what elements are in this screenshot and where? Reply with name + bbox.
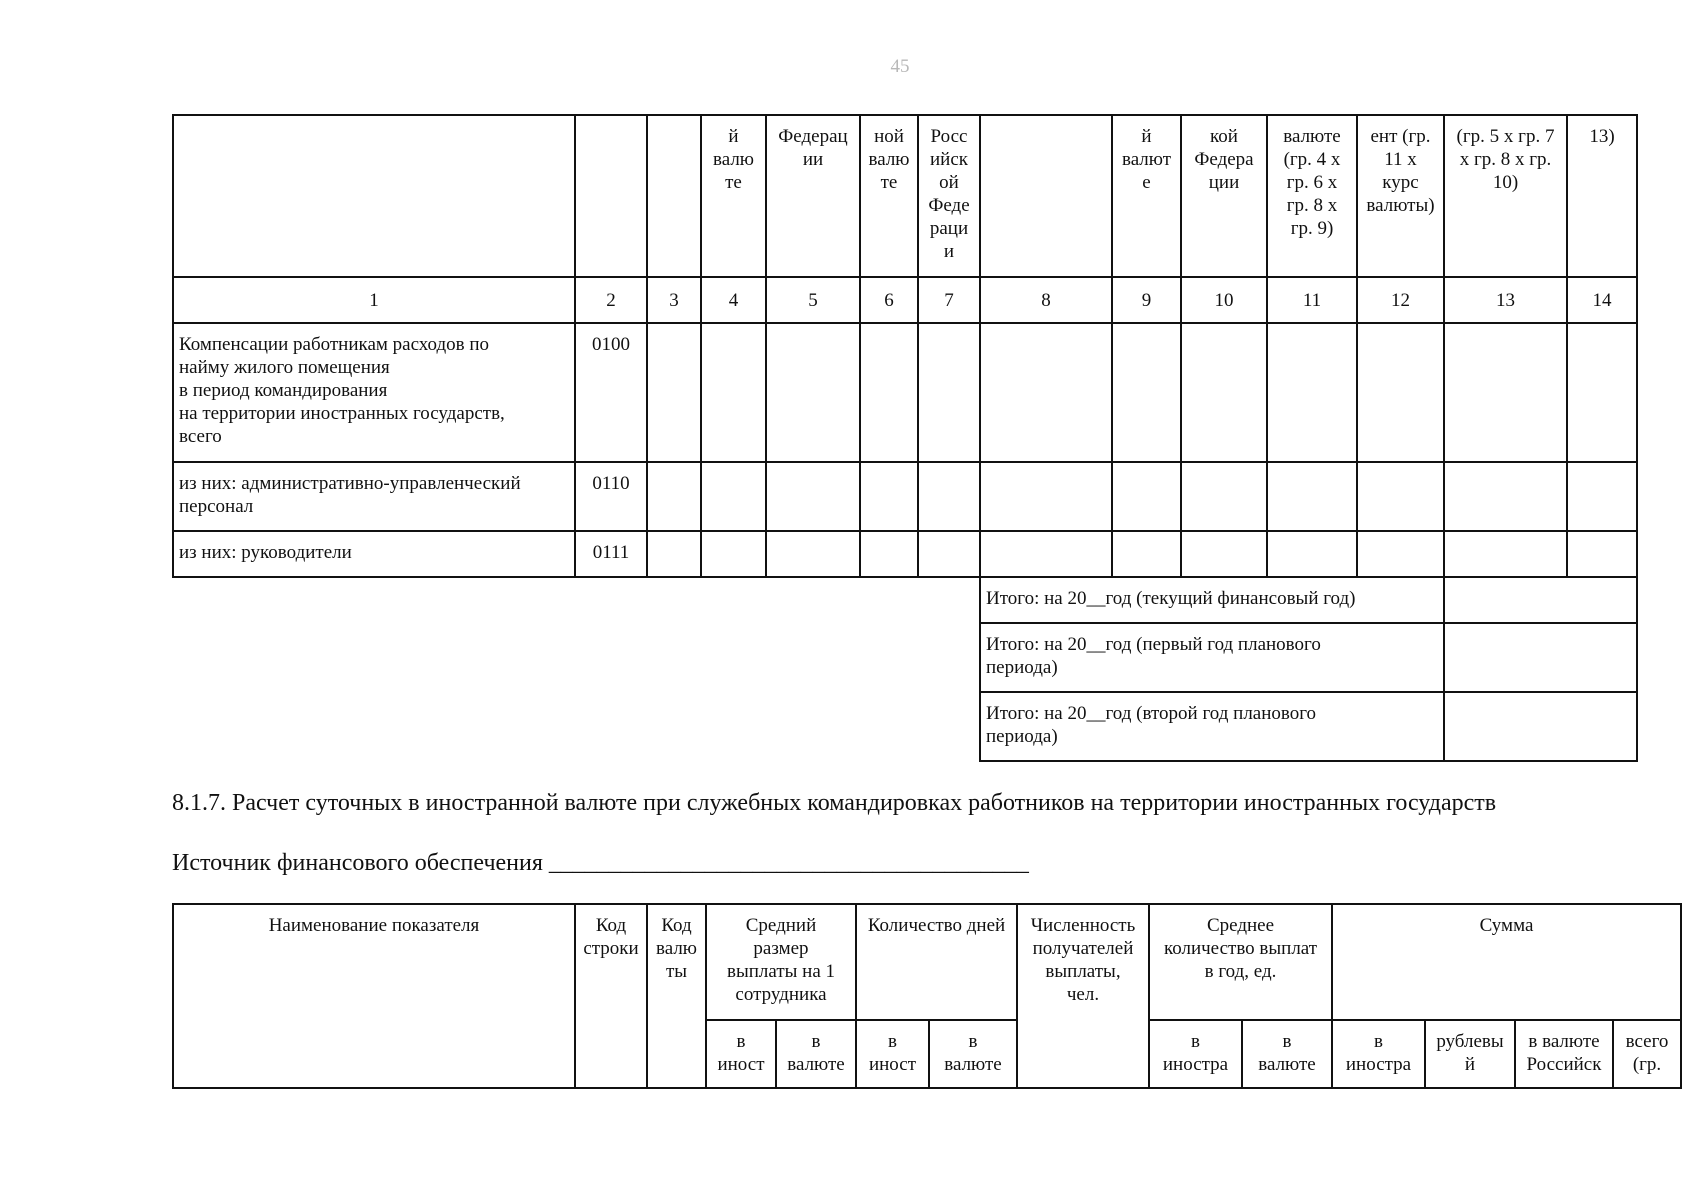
row-value-cell	[766, 531, 860, 577]
row-value-cell	[860, 531, 918, 577]
subheader-sum-foreign: в иностра	[1332, 1020, 1425, 1088]
column-number-1: 1	[173, 277, 575, 323]
row-value-cell	[1181, 323, 1267, 462]
subheader-count-foreign: в иностра	[1149, 1020, 1242, 1088]
page-number: 45	[890, 56, 910, 77]
row-value-cell	[860, 462, 918, 531]
row-value-cell	[1567, 323, 1637, 462]
row-value-cell	[980, 323, 1112, 462]
column-number-3: 3	[647, 277, 701, 323]
table-row	[173, 531, 1637, 577]
column-number-4: 4	[701, 277, 766, 323]
column-number-6: 6	[860, 277, 918, 323]
row-value-cell	[701, 462, 766, 531]
header-cell-6: ной валю те	[860, 115, 918, 277]
header-cell-7: Росс ийск ой Феде раци и	[918, 115, 980, 277]
header-cell-11: валюте (гр. 4 х гр. 6 х гр. 8 х гр. 9)	[1267, 115, 1357, 277]
header-cell-14: 13)	[1567, 115, 1637, 277]
subheader-avg-foreign: в иност	[706, 1020, 776, 1088]
section-title: 8.1.7. Расчет суточных в иностранной валюте при служебных командировках работников на территории иностранных государств	[172, 790, 1497, 816]
header-cell-2	[575, 115, 647, 277]
subheader-sum-total: всего (гр.	[1613, 1020, 1681, 1088]
header-cell-4: й валю те	[701, 115, 766, 277]
row-value-cell	[918, 323, 980, 462]
column-number-5: 5	[766, 277, 860, 323]
header-cell-12: ент (гр. 11 х курс валюты)	[1357, 115, 1444, 277]
row-value-cell	[980, 531, 1112, 577]
row-value-cell	[1267, 323, 1357, 462]
row-name: Компенсации работникам расходов по найму жилого помещения в период командирования на территории иностранных государств, всего	[173, 323, 575, 462]
row-value-cell	[1181, 462, 1267, 531]
col-header-days: Количество дней	[856, 904, 1017, 1020]
col-header-avg-count: Среднее количество выплат в год, ед.	[1149, 904, 1332, 1020]
row-value-cell	[1181, 531, 1267, 577]
row-value-cell	[1567, 531, 1637, 577]
row-value-cell	[1267, 462, 1357, 531]
row-value-cell	[860, 323, 918, 462]
column-number-7: 7	[918, 277, 980, 323]
blank-area	[173, 623, 980, 692]
row-value-cell	[918, 462, 980, 531]
funding-source-line: Источник финансового обеспечения ________________________________________	[172, 850, 1029, 876]
total-value	[1444, 623, 1637, 692]
row-name: из них: административно-управленческий персонал	[173, 462, 575, 531]
subheader-count-rub: в валюте	[1242, 1020, 1332, 1088]
total-value	[1444, 577, 1637, 623]
row-value-cell	[647, 462, 701, 531]
total-label: Итого: на 20__год (второй год планового периода)	[980, 692, 1444, 761]
row-value-cell	[918, 531, 980, 577]
header-cell-10: кой Федера ции	[1181, 115, 1267, 277]
column-number-row	[173, 277, 1637, 323]
row-value-cell	[701, 323, 766, 462]
col-header-currency-code: Код валю ты	[647, 904, 706, 1088]
col-header-recipients: Численность получателей выплаты, чел.	[1017, 904, 1149, 1088]
col-header-name: Наименование показателя	[173, 904, 575, 1088]
row-value-cell	[1444, 462, 1567, 531]
row-value-cell	[1267, 531, 1357, 577]
housing-compensation-table	[172, 114, 1638, 762]
row-value-cell	[647, 531, 701, 577]
total-label: Итого: на 20__год (первый год планового периода)	[980, 623, 1444, 692]
row-name: из них: руководители	[173, 531, 575, 577]
column-number-10: 10	[1181, 277, 1267, 323]
header-cell-8	[980, 115, 1112, 277]
row-value-cell	[1357, 531, 1444, 577]
col-header-row-code: Код строки	[575, 904, 647, 1088]
subheader-days-rub: в валюте	[929, 1020, 1017, 1088]
row-value-cell	[1567, 462, 1637, 531]
row-code: 0110	[575, 462, 647, 531]
header-cell-9: й валют е	[1112, 115, 1181, 277]
subheader-avg-rub: в валюте	[776, 1020, 856, 1088]
blank-area	[173, 577, 980, 623]
header-cell-1	[173, 115, 575, 277]
row-value-cell	[766, 323, 860, 462]
row-value-cell	[1444, 531, 1567, 577]
subheader-sum-rub: рублевы й	[1425, 1020, 1515, 1088]
row-value-cell	[1112, 531, 1181, 577]
header-cell-3	[647, 115, 701, 277]
row-value-cell	[1112, 462, 1181, 531]
row-code: 0100	[575, 323, 647, 462]
row-value-cell	[1444, 323, 1567, 462]
row-value-cell	[980, 462, 1112, 531]
blank-area	[173, 692, 980, 761]
per-diem-table	[172, 903, 1682, 1089]
total-label: Итого: на 20__год (текущий финансовый год)	[980, 577, 1444, 623]
row-value-cell	[647, 323, 701, 462]
column-number-11: 11	[1267, 277, 1357, 323]
column-number-9: 9	[1112, 277, 1181, 323]
col-header-avg-payment: Средний размер выплаты на 1 сотрудника	[706, 904, 856, 1020]
header-cell-5: Федерац ии	[766, 115, 860, 277]
table-row	[173, 323, 1637, 462]
row-code: 0111	[575, 531, 647, 577]
subheader-days-foreign: в иност	[856, 1020, 929, 1088]
row-value-cell	[1112, 323, 1181, 462]
row-value-cell	[766, 462, 860, 531]
column-number-14: 14	[1567, 277, 1637, 323]
header-cell-13: (гр. 5 х гр. 7 х гр. 8 х гр. 10)	[1444, 115, 1567, 277]
column-number-8: 8	[980, 277, 1112, 323]
row-value-cell	[1357, 462, 1444, 531]
table-row	[173, 462, 1637, 531]
column-number-2: 2	[575, 277, 647, 323]
total-value	[1444, 692, 1637, 761]
row-value-cell	[1357, 323, 1444, 462]
row-value-cell	[701, 531, 766, 577]
column-number-12: 12	[1357, 277, 1444, 323]
col-header-sum: Сумма	[1332, 904, 1681, 1020]
table-header-row	[173, 115, 1637, 277]
column-number-13: 13	[1444, 277, 1567, 323]
subheader-sum-rf: в валюте Российск	[1515, 1020, 1613, 1088]
